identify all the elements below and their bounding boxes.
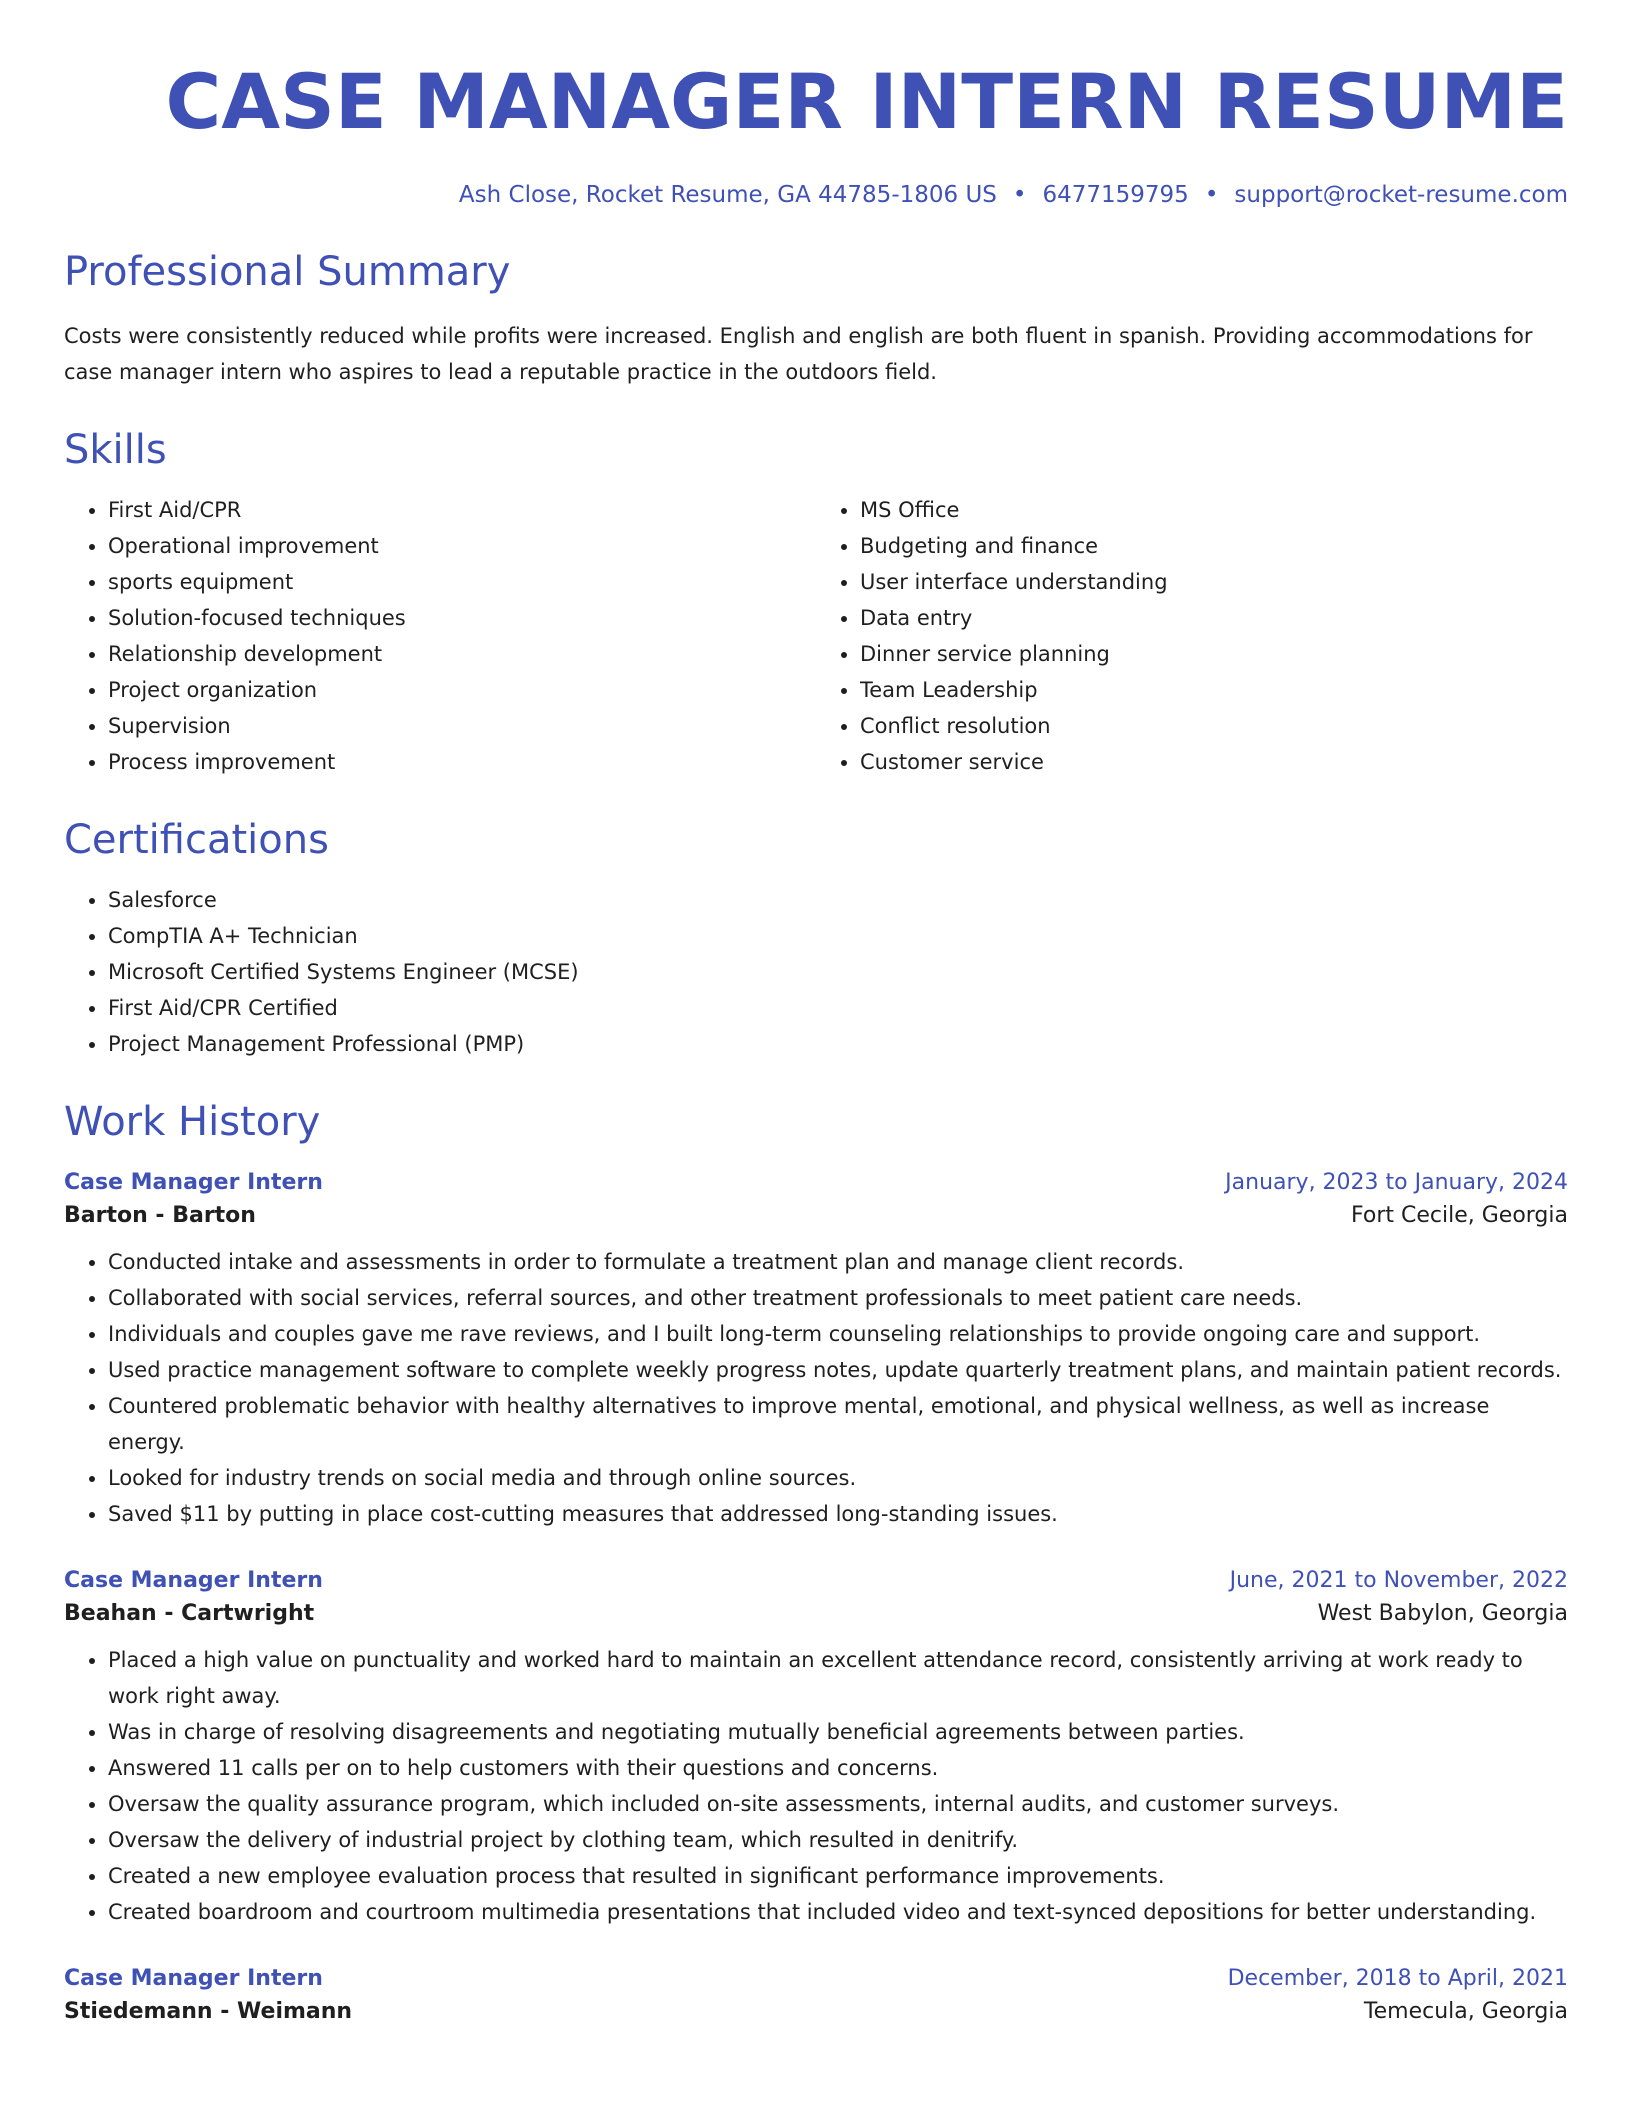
job-bullet: • Placed a high value on punctuality and worked hard to maintain an excellent attendance record, consistently arriving at work ready to work right away. (108, 1642, 1568, 1714)
job-bullet: • Saved $11 by putting in place cost-cutting measures that addressed long-standing issues. (108, 1496, 1568, 1532)
job-bullet: • Looked for industry trends on social media and through online sources. (108, 1460, 1568, 1496)
job-bullet: • Used practice management software to complete weekly progress notes, update quarterly treatment plans, and maintain patient records. (108, 1352, 1568, 1388)
job-bullet: • Created boardroom and courtroom multimedia presentations that included video and text-synced depositions for better understanding. (108, 1894, 1568, 1930)
job-location: West Babylon, Georgia (1317, 1601, 1568, 1626)
certification-item: • First Aid/CPR Certified (108, 990, 1568, 1026)
job-subheader (64, 1999, 1568, 2024)
skill-item: • Operational improvement (108, 528, 816, 564)
job-subheader (64, 1601, 1568, 1626)
certifications-heading: Certifications (64, 817, 329, 863)
job-bullet: • Oversaw the delivery of industrial project by clothing team, which resulted in denitrify. (108, 1822, 1568, 1858)
job-entry (64, 1170, 1568, 1532)
job-title: Case Manager Intern (64, 1966, 323, 1991)
skill-item: • Solution-focused techniques (108, 600, 816, 636)
job-location: Temecula, Georgia (1363, 1999, 1568, 2024)
skills-list-right (816, 492, 1568, 780)
job-header (64, 1170, 1568, 1195)
contact-separator: • (1204, 182, 1219, 208)
job-bullet: • Oversaw the quality assurance program, which included on-site assessments, internal audits, and customer surveys. (108, 1786, 1568, 1822)
skill-item: • Budgeting and finance (860, 528, 1568, 564)
job-title: Case Manager Intern (64, 1568, 323, 1593)
work-history-heading: Work History (64, 1099, 321, 1145)
resume-title: CASE MANAGER INTERN RESUME (165, 57, 1568, 146)
job-company: Stiedemann - Weimann (64, 1999, 353, 2024)
job-entry (64, 1966, 1568, 2024)
summary-text: Costs were consistently reduced while profits were increased. English and english are both fluent in spanish. Providing accommodations for case manager intern who aspires to lead a reputable practice in the outdoors field. (64, 324, 1533, 384)
skill-item: • Project organization (108, 672, 816, 708)
skill-item: • Process improvement (108, 744, 816, 780)
skill-item: • MS Office (860, 492, 1568, 528)
job-location: Fort Cecile, Georgia (1351, 1203, 1568, 1228)
job-bullet: • Collaborated with social services, referral sources, and other treatment professionals to meet patient care needs. (108, 1280, 1568, 1316)
contact-separator: • (1012, 182, 1027, 208)
work-history-section (64, 1099, 1568, 2024)
certification-item: • CompTIA A+ Technician (108, 918, 1568, 954)
skills-list-left (64, 492, 816, 780)
skill-item: • Customer service (860, 744, 1568, 780)
certifications-list (64, 882, 1568, 1062)
skill-item: • First Aid/CPR (108, 492, 816, 528)
certification-item: • Project Management Professional (PMP) (108, 1026, 1568, 1062)
job-bullet: • Was in charge of resolving disagreements and negotiating mutually beneficial agreements between parties. (108, 1714, 1568, 1750)
certifications-section (64, 817, 1568, 1062)
skill-item: • Dinner service planning (860, 636, 1568, 672)
skill-item: • Supervision (108, 708, 816, 744)
skill-item: • Data entry (860, 600, 1568, 636)
job-dates: June, 2021 to November, 2022 (1229, 1568, 1568, 1593)
summary-section (64, 249, 1568, 390)
skills-section (64, 427, 1568, 780)
job-subheader (64, 1203, 1568, 1228)
job-bullet: • Conducted intake and assessments in order to formulate a treatment plan and manage client records. (108, 1244, 1568, 1280)
contact-phone: 6477159795 (1042, 182, 1189, 208)
job-bullet: • Countered problematic behavior with healthy alternatives to improve mental, emotional, and physical wellness, as well as increase energy. (108, 1388, 1568, 1460)
skills-heading: Skills (64, 427, 167, 473)
contact-address: Ash Close, Rocket Resume, GA 44785-1806 US (458, 182, 997, 208)
job-header (64, 1966, 1568, 1991)
job-dates: December, 2018 to April, 2021 (1227, 1966, 1568, 1991)
skill-item: • Team Leadership (860, 672, 1568, 708)
job-header (64, 1568, 1568, 1593)
job-bullet: • Answered 11 calls per on to help customers with their questions and concerns. (108, 1750, 1568, 1786)
certification-item: • Salesforce (108, 882, 1568, 918)
job-entry (64, 1568, 1568, 1930)
skill-item: • Conflict resolution (860, 708, 1568, 744)
job-dates: January, 2023 to January, 2024 (1225, 1170, 1568, 1195)
job-bullets (64, 1244, 1568, 1532)
contact-email[interactable]: support@rocket-resume.com (1234, 182, 1568, 208)
job-bullets (64, 1642, 1568, 1930)
job-bullet: • Individuals and couples gave me rave reviews, and I built long-term counseling relationships to provide ongoing care and support. (108, 1316, 1568, 1352)
contact-line (64, 182, 1568, 208)
skill-item: • User interface understanding (860, 564, 1568, 600)
skills-columns (64, 492, 1568, 780)
skill-item: • sports equipment (108, 564, 816, 600)
jobs-list (64, 1170, 1568, 2024)
job-company: Beahan - Cartwright (64, 1601, 315, 1626)
job-bullet: • Created a new employee evaluation process that resulted in significant performance improvements. (108, 1858, 1568, 1894)
job-company: Barton - Barton (64, 1203, 256, 1228)
skill-item: • Relationship development (108, 636, 816, 672)
summary-heading: Professional Summary (64, 249, 511, 295)
certification-item: • Microsoft Certified Systems Engineer (MCSE) (108, 954, 1568, 990)
job-title: Case Manager Intern (64, 1170, 323, 1195)
